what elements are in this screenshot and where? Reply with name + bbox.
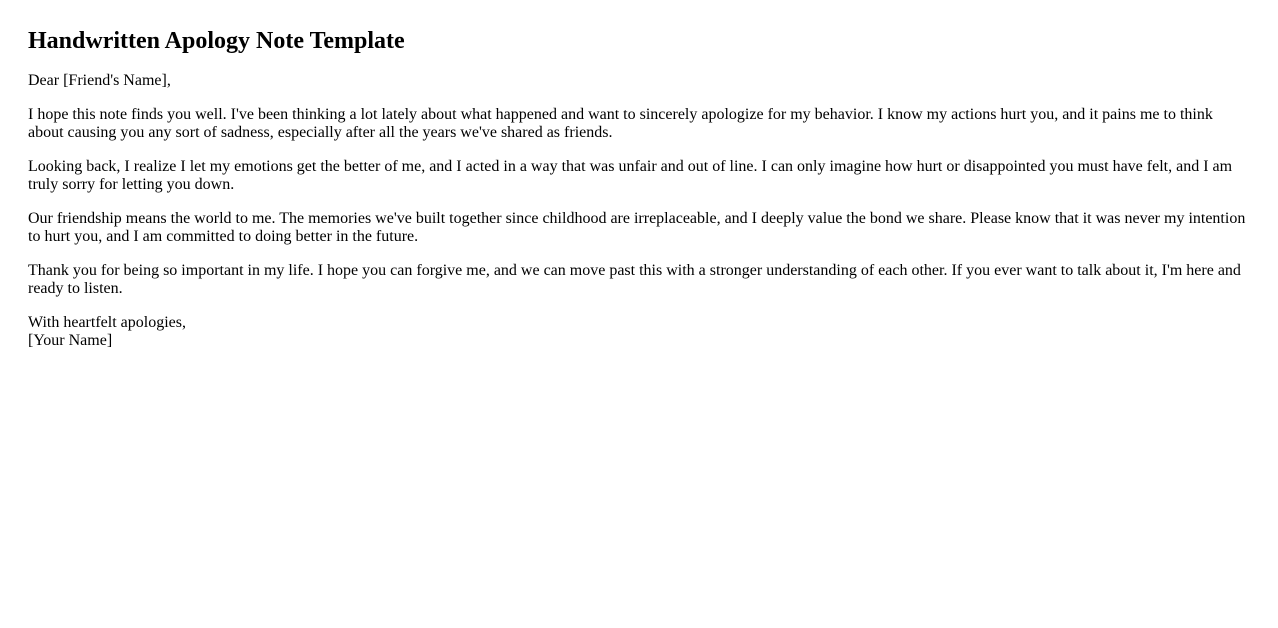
page-title: Handwritten Apology Note Template <box>28 28 405 54</box>
paragraph-4: Thank you for being so important in my life. I hope you can forgive me, and we can move past this with a stronger understanding of each other. If you ever want to talk about it, I'm here and ready to listen. <box>28 262 1241 297</box>
closing-line: With heartfelt apologies, <box>28 314 186 331</box>
greeting-line: Dear [Friend's Name], <box>28 72 171 89</box>
document-page <box>0 27 1278 350</box>
paragraph-3: Our friendship means the world to me. The memories we've built together since childhood are irreplaceable, and I deeply value the bond we share. Please know that it was never my intention to hurt you, and I am committed to doing better in the future. <box>28 210 1246 245</box>
paragraph-1: I hope this note finds you well. I've been thinking a lot lately about what happened and want to sincerely apologize for my behavior. I know my actions hurt you, and it pains me to think about causing you any sort of sadness, especially after all the years we've shared as friends. <box>28 106 1213 141</box>
closing-block <box>28 314 1250 350</box>
paragraph-2: Looking back, I realize I let my emotions get the better of me, and I acted in a way that was unfair and out of line. I can only imagine how hurt or disappointed you must have felt, and I am truly sorry for letting you down. <box>28 158 1233 193</box>
signature-line: [Your Name] <box>28 332 113 349</box>
